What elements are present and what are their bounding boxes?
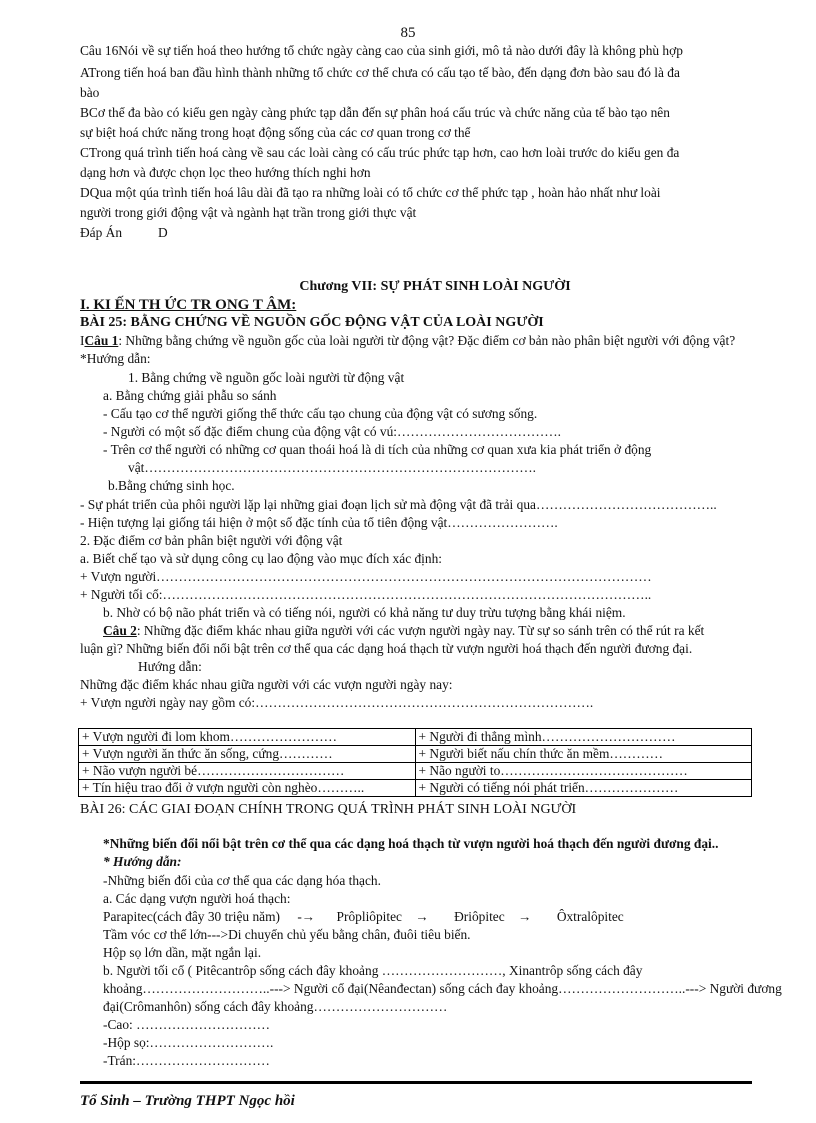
ape-cell: + Não vượn người bé…………………………… xyxy=(79,763,416,780)
anatomy-item-1: - Cấu tạo cơ thể người giống thể thức cấu tạo chung của động vật có sương sống. xyxy=(103,406,538,421)
forehead-item: -Trán:………………………… xyxy=(103,1053,270,1068)
table-row xyxy=(79,763,752,780)
tools-item: a. Biết chế tạo và sử dụng công cụ lao động vào mục đích xác định: xyxy=(80,551,443,566)
tools-ancient-human: + Người tối cổ:……………………………………………………………………………………………….. xyxy=(80,587,652,602)
heading-evidence: 1. Bằng chứng về nguồn gốc loài người từ động vật xyxy=(128,370,405,385)
question-2-text-cont: luận gì? Những biến đổi nổi bật trên cơ thể qua các dạng hoá thạch từ vượn người hoá thạch đến người đương đại. xyxy=(80,641,693,656)
ancient-human-line-2: khoảng………………………..---> Người cổ đại(Nêanđectan) sống cách đay khoảng………………………..---> Người đương xyxy=(103,981,782,996)
heading-anatomy: a. Bằng chứng giải phẫu so sánh xyxy=(103,388,277,403)
human-cell: + Người có tiếng nói phát triển………………… xyxy=(415,780,752,797)
ancient-human-line-1: b. Người tối cổ ( Pitêcantrôp sống cách đây khoảng ………………………, Xinantrôp sống cách đây xyxy=(103,963,643,978)
heading-differences: 2. Đặc điểm cơ bản phân biệt người với động vật xyxy=(80,533,343,548)
answer-label: Đáp Án xyxy=(80,225,123,240)
table-row xyxy=(79,780,752,797)
chain-parapitec: Parapitec(cách đây 30 triệu năm) xyxy=(103,909,280,924)
question-2-text: : Những đặc điểm khác nhau giữa người với các vượn người ngày nay. Từ sự so sánh trên có thể rút ra kết xyxy=(136,623,705,638)
height-item: -Cao: ………………………… xyxy=(103,1017,271,1032)
human-cell: + Người biết nấu chín thức ăn mềm………… xyxy=(415,746,752,763)
question-16-stem: Câu 16Nói về sự tiến hoá theo hướng tổ chức ngày càng cao của sinh giới, mô tả nào dưới đây là không phù hợp xyxy=(80,43,683,58)
lesson-26-question: *Những biến đổi nổi bật trên cơ thể qua các dạng hoá thạch từ vượn người hoá thạch đến người đương đại.. xyxy=(103,836,719,851)
anatomy-item-2: - Người có một số đặc điểm chung của động vật có vú:………………………………. xyxy=(103,424,562,439)
arrow-icon: → xyxy=(518,909,532,924)
footer-text: Tổ Sinh – Trường THPT Ngọc hồi xyxy=(80,1093,295,1109)
ape-cell: + Vượn người đi lom khom…………………… xyxy=(79,729,416,746)
question-16-option-a-cont: bào xyxy=(80,85,100,100)
heading-biology: b.Bằng chứng sinh học. xyxy=(108,478,235,493)
human-cell: + Não người to…………………………………… xyxy=(415,763,752,780)
question-16-option-d-cont: người trong giới động vật và ngành hạt trần trong giới thực vật xyxy=(80,205,417,220)
fossil-apes-heading: a. Các dạng vượn người hoá thạch: xyxy=(103,891,291,906)
arrow-icon: → xyxy=(415,909,429,924)
question-16-option-d: DQua một qúa trình tiến hoá lâu dài đã tạo ra những loài có tổ chức cơ thể phức tạp , hoàn hảo nhất như loài xyxy=(80,185,661,200)
anatomy-item-3-cont: vật……………………………………………………………………………. xyxy=(128,460,537,475)
ape-cell: + Vượn người ăn thức ăn sống, cứng………… xyxy=(79,746,416,763)
chain-oxtralopitec: Ôxtralôpitec xyxy=(556,909,624,924)
ape-cell: + Tín hiệu trao đổi ở vượn người còn nghèo……….. xyxy=(79,780,416,797)
question-1-text: : Những bằng chứng về nguồn gốc của loài người từ động vật? Đặc điểm cơ bản nào phân biệt người với động vật? xyxy=(118,333,736,348)
biology-item-2: - Hiện tượng lại giống tái hiện ở một số đặc tính của tổ tiên động vật……………………. xyxy=(80,515,558,530)
question-2-guide: Hướng dẫn: xyxy=(138,659,202,674)
question-1 xyxy=(80,332,735,350)
fossil-changes: -Những biến đổi của cơ thể qua các dạng hóa thạch. xyxy=(103,873,381,888)
lesson-26-title: BÀI 26: CÁC GIAI ĐOẠN CHÍNH TRONG QUÁ TRÌNH PHÁT SINH LOÀI NGƯỜI xyxy=(80,802,577,817)
question-1-label: Câu 1 xyxy=(84,333,119,348)
human-cell: + Người đi thẳng mình………………………… xyxy=(415,729,752,746)
table-row xyxy=(79,746,752,763)
question-16-option-b: BCơ thể đa bào có kiểu gen ngày càng phức tạp dẫn đến sự phân hoá cấu trúc và chức năng của tế bào tạo nên xyxy=(80,105,670,120)
question-16-option-c: CTrong quá trình tiến hoá càng về sau các loài càng có cấu trúc phức tạp hơn, cao hơn loài trước do kiểu gen đa xyxy=(80,145,680,160)
section-heading: I. KI ẾN TH ỨC TR ONG T ÂM: xyxy=(80,297,297,313)
brain-language-item: b. Nhờ có bộ não phát triển và có tiếng nói, người có khả năng tư duy trừu tượng bằng khái niệm. xyxy=(103,605,626,620)
differences-intro: Những đặc điểm khác nhau giữa người với các vượn người ngày nay: xyxy=(80,677,453,692)
question-16-option-c-cont: dạng hơn và được chọn lọc theo hướng thích nghi hơn xyxy=(80,165,371,180)
ancient-human-line-3: đại(Crômanhôn) sống cách đây khoảng………………………… xyxy=(103,999,448,1014)
chapter-title: Chương VII: SỰ PHÁT SINH LOÀI NGƯỜI xyxy=(299,279,571,294)
question-16-option-b-cont: sự biệt hoá chức năng trong hoạt động sống của các cơ quan trong cơ thể xyxy=(80,125,471,140)
arrow-icon: -→ xyxy=(297,909,316,924)
lesson-26-guide: * Hướng dẫn: xyxy=(103,854,182,869)
answer-value: D xyxy=(158,225,168,240)
evolution-chain xyxy=(103,908,624,926)
biology-item-1: - Sự phát triển của phôi người lặp lại những giai đoạn lịch sử mà động vật đã trải qua………………………………….. xyxy=(80,497,717,512)
footer-rule xyxy=(80,1081,752,1084)
lesson-25-title: BÀI 25: BẰNG CHỨNG VỀ NGUỒN GỐC ĐỘNG VẬT CỦA LOÀI NGƯỜI xyxy=(80,315,544,330)
question-2-label: Câu 2 xyxy=(103,623,137,638)
table-row xyxy=(79,729,752,746)
page-number: 85 xyxy=(400,25,416,41)
skull-change: Hộp sọ lớn dần, mặt ngắn lại. xyxy=(103,945,262,960)
question-2 xyxy=(103,622,704,640)
tools-ape: + Vượn người………………………………………………………………………………………………… xyxy=(80,569,652,584)
guide-label: *Hướng dẫn: xyxy=(80,351,151,366)
anatomy-item-3: - Trên cơ thể người có những cơ quan thoái hoá là di tích của những cơ quan xưa kia phát triển ở động xyxy=(103,442,652,457)
question-16-option-a: ATrong tiến hoá ban đầu hình thành những tổ chức cơ thể chưa có cấu tạo tế bào, đến dạng đơn bào sau đó là đa xyxy=(80,65,680,80)
body-size-change: Tầm vóc cơ thể lớn--->Di chuyển chủ yếu bằng chân, đuôi tiêu biến. xyxy=(103,927,471,942)
chain-propliopitec: Prôpliôpitec xyxy=(336,909,403,924)
comparison-table xyxy=(78,728,752,797)
chain-driopitec: Đriôpitec xyxy=(454,909,505,924)
apes-today: + Vượn người ngày nay gồm có:…………………………………………………………………. xyxy=(80,695,594,710)
skull-item: -Hộp sọ:………………………. xyxy=(103,1035,274,1050)
question-1-prefix: I xyxy=(80,333,85,348)
